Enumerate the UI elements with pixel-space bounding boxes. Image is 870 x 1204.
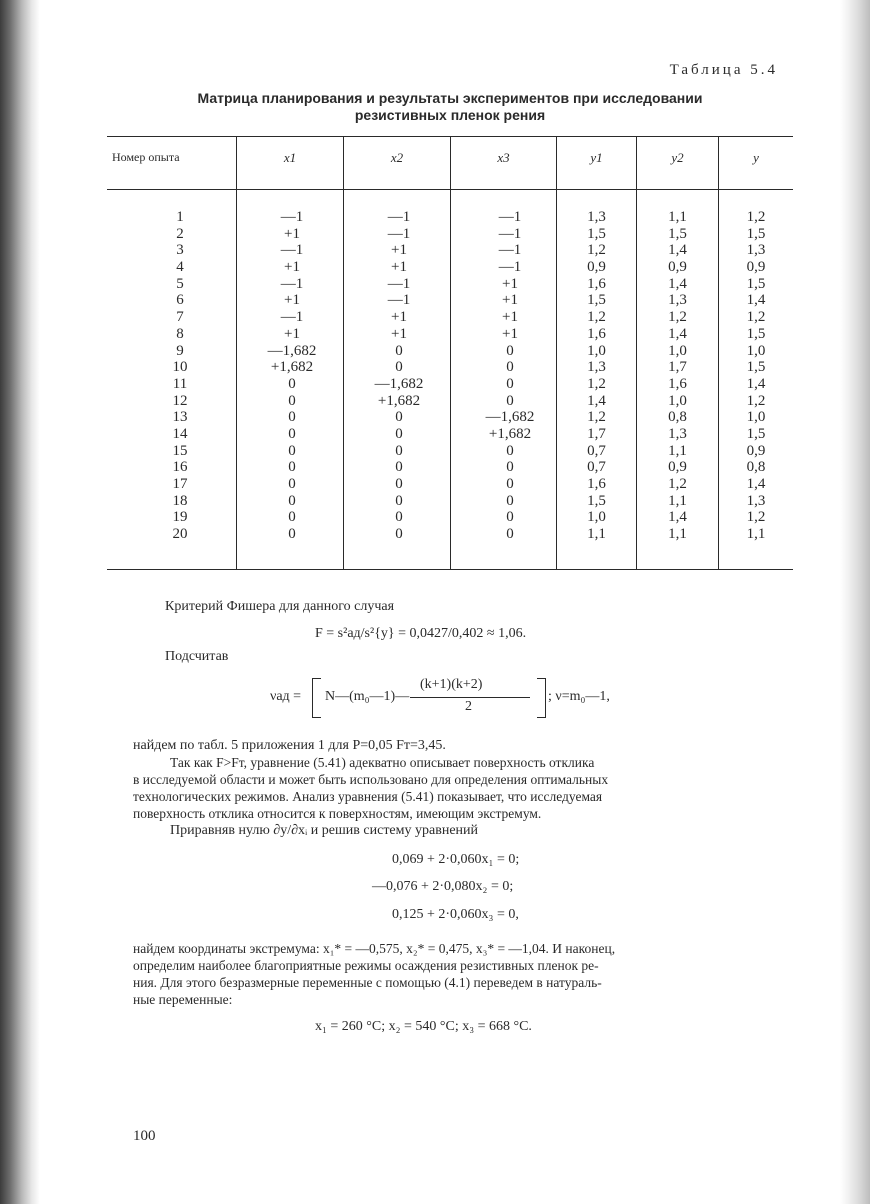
paragraph-equate: Приравняв нулю ∂y/∂xᵢ и решив систему уравнений [170, 823, 479, 838]
table-cell-x1: +1,682 [270, 359, 314, 376]
column-y [719, 209, 793, 543]
table-cell-x3: +1 [502, 325, 518, 342]
table-cell-y1: 0,7 [587, 442, 606, 459]
table-cell-y2: 1,0 [668, 392, 687, 409]
table-cell-x1: 0 [288, 375, 296, 392]
paragraph-line: технологических режимов. Анализ уравнения (5.41) показывает, что исследуемая [133, 789, 603, 804]
table-cell-y2: 1,4 [668, 275, 687, 292]
table-cell-y2: 0,9 [668, 259, 687, 276]
table-cell-y1: 1,3 [587, 209, 606, 225]
table-cell-y2: 1,1 [668, 492, 687, 509]
table-cell-y: 1,4 [746, 476, 766, 492]
table-cell-x3: +1 [502, 292, 518, 309]
table-cell-n: 15 [172, 442, 188, 459]
fisher-formula: F = s²ад/s²{y} = 0,0427/0,402 ≈ 1,06. [315, 626, 527, 641]
equation-1: 0,069 + 2·0,060x₁ = 0; [392, 852, 520, 867]
column-x3 [451, 209, 569, 543]
column-header-y: y [753, 150, 759, 165]
table-cell-y: 1,4 [746, 375, 766, 392]
table-cell-x3: 0 [506, 342, 514, 359]
table-cell-y2: 0,9 [668, 459, 687, 476]
table-cell-x1: 0 [288, 409, 296, 426]
table-cell-x2: 0 [395, 425, 403, 442]
column-y2 [637, 209, 718, 543]
table-cell-x1: 0 [288, 442, 296, 459]
left-bracket [312, 678, 321, 718]
table-cell-y: 1,1 [746, 526, 766, 543]
paragraph-line: ные переменные: [133, 992, 233, 1007]
table-cell-y2: 1,0 [668, 342, 687, 359]
table-title [120, 90, 780, 124]
table-cell-x2: 0 [395, 509, 403, 526]
table-cell-x3: 0 [506, 509, 514, 526]
table-cell-y1: 1,1 [587, 526, 606, 543]
table-cell-x2: +1 [391, 325, 407, 342]
table-cell-y: 1,2 [746, 309, 766, 326]
table-cell-x2: 0 [395, 459, 403, 476]
table-cell-y1: 1,6 [587, 275, 606, 292]
table-cell-n: 16 [172, 459, 188, 476]
column-header-y1: y1 [590, 150, 603, 165]
table-cell-y1: 1,2 [587, 309, 606, 326]
result-line: x₁ = 260 °C; x₂ = 540 °C; x₃ = 668 °C. [315, 1019, 532, 1034]
column-header-x2: x2 [390, 150, 404, 165]
table-cell-y: 1,5 [746, 325, 766, 342]
table-cell-x1: +1 [284, 259, 300, 276]
table-cell-y1: 0,7 [587, 459, 606, 476]
table-cell-n: 5 [176, 275, 184, 292]
table-cell-x1: —1 [280, 209, 304, 225]
table-cell-y: 1,2 [746, 209, 766, 225]
table-cell-x1: —1 [280, 309, 304, 326]
paragraph-line: определим наиболее благоприятные режимы осаждения резистивных пленок ре- [133, 958, 599, 973]
table-title-line-1: Матрица планирования и результаты экспериментов при исследовании [197, 90, 703, 106]
fraction-bar [410, 697, 530, 698]
table-cell-y2: 1,1 [668, 526, 687, 543]
table-cell-x2: +1,682 [377, 392, 421, 409]
table-cell-y1: 1,4 [587, 392, 606, 409]
table-cell-y1: 1,2 [587, 409, 606, 426]
table-cell-n: 2 [176, 225, 184, 242]
table-label: Таблица 5.4 [669, 62, 778, 78]
scan-shadow-right [840, 0, 870, 1204]
table-cell-x3: 0 [506, 392, 514, 409]
table-cell-y2: 1,1 [668, 442, 687, 459]
table-cell-n: 14 [172, 425, 188, 442]
column-header-number: Номер опыта [112, 150, 180, 164]
table-cell-y1: 1,6 [587, 476, 606, 492]
table-cell-x3: 0 [506, 359, 514, 376]
column-header-x3: x3 [497, 150, 510, 165]
paragraph-line: поверхность отклика относится к поверхностям, имеющим экстремум. [133, 806, 542, 821]
table-cell-x2: 0 [395, 359, 403, 376]
table-cell-n: 3 [176, 242, 184, 259]
table-cell-n: 4 [176, 259, 184, 276]
table-cell-x2: —1,682 [374, 375, 424, 392]
scan-shadow-left [0, 0, 40, 1204]
table-cell-y: 0,9 [746, 259, 766, 276]
nu-lhs: νад = [270, 689, 302, 704]
table-cell-y2: 1,7 [668, 359, 687, 376]
table-cell-y2: 1,6 [668, 375, 687, 392]
table-cell-x3: 0 [506, 526, 514, 543]
table-cell-y1: 1,3 [587, 359, 606, 376]
table-cell-y: 1,5 [746, 425, 766, 442]
table-cell-x1: 0 [288, 476, 296, 492]
table-cell-y2: 0,8 [668, 409, 687, 426]
table-cell-n: 7 [176, 309, 184, 326]
table-cell-y1: 1,2 [587, 375, 606, 392]
table-cell-x3: —1 [498, 225, 522, 242]
table-cell-x3: —1 [498, 242, 522, 259]
right-bracket [537, 678, 546, 718]
table-cell-x2: +1 [391, 242, 407, 259]
table-cell-n: 8 [176, 325, 184, 342]
table-lookup-line: найдем по табл. 5 приложения 1 для P=0,05 Fт=3,45. [133, 738, 446, 753]
table-cell-x1: 0 [288, 509, 296, 526]
table-cell-n: 20 [172, 526, 188, 543]
table-cell-y2: 1,1 [668, 209, 687, 225]
table-cell-n: 11 [172, 375, 188, 392]
table-cell-x3: —1 [498, 209, 522, 225]
table-cell-y1: 0,9 [587, 259, 606, 276]
table-cell-x1: —1 [280, 242, 304, 259]
table-cell-y: 1,2 [746, 509, 766, 526]
equation-2: —0,076 + 2·0,080x₂ = 0; [372, 879, 514, 894]
table-cell-x2: 0 [395, 409, 403, 426]
table-cell-x1: +1 [284, 225, 300, 242]
table-cell-n: 19 [172, 509, 188, 526]
table-cell-x3: +1 [502, 275, 518, 292]
table-cell-y2: 1,4 [668, 242, 687, 259]
counting-label: Подсчитав [165, 649, 229, 664]
table-cell-y1: 1,6 [587, 325, 606, 342]
paragraph-adequacy [133, 754, 608, 822]
table-cell-y2: 1,4 [668, 509, 687, 526]
table-cell-x1: 0 [288, 392, 296, 409]
table-cell-x1: —1 [280, 275, 304, 292]
table-cell-n: 18 [172, 492, 188, 509]
table-cell-y1: 1,5 [587, 492, 606, 509]
table-cell-y1: 1,2 [587, 242, 606, 259]
table-cell-x1: +1 [284, 292, 300, 309]
table-cell-y2: 1,4 [668, 325, 687, 342]
table-cell-x1: 0 [288, 492, 296, 509]
paragraph-extremum [133, 940, 615, 1008]
nu-mid: N—(m₀—1)— [325, 689, 410, 704]
table-cell-x3: 0 [506, 375, 514, 392]
table-cell-x3: +1 [502, 309, 518, 326]
table-cell-y: 0,9 [746, 442, 766, 459]
table-cell-y1: 1,5 [587, 225, 606, 242]
table-cell-y: 1,0 [746, 342, 766, 359]
fisher-intro: Критерий Фишера для данного случая [165, 599, 395, 614]
table-cell-y: 1,5 [746, 359, 766, 376]
paragraph-line: Так как F>Fт, уравнение (5.41) адекватно описывает поверхность отклика [170, 755, 595, 770]
nu-rhs: ; ν=m₀—1, [548, 689, 610, 704]
table-cell-y2: 1,5 [668, 225, 687, 242]
nu-numerator: (k+1)(k+2) [420, 677, 483, 692]
table-cell-n: 13 [172, 409, 188, 426]
column-x2 [344, 209, 454, 543]
table-cell-x3: 0 [506, 476, 514, 492]
table-cell-x3: +1,682 [488, 425, 532, 442]
table-cell-x1: 0 [288, 459, 296, 476]
table-cell-y: 1,5 [746, 225, 766, 242]
table-cell-x2: —1 [387, 292, 411, 309]
table-cell-y: 1,0 [746, 409, 766, 426]
table-bottom-rule [107, 569, 793, 570]
paragraph-line: найдем координаты экстремума: x₁* = —0,575, x₂* = 0,475, x₃* = —1,04. И наконец, [133, 941, 616, 956]
table-cell-x2: +1 [391, 259, 407, 276]
table-cell-y: 1,4 [746, 292, 766, 309]
table-cell-x2: —1 [387, 209, 411, 225]
table-cell-n: 12 [172, 392, 188, 409]
column-number [150, 209, 210, 543]
equation-3: 0,125 + 2·0,060x₃ = 0, [392, 907, 519, 922]
table-cell-y: 1,3 [746, 492, 766, 509]
table-cell-x2: +1 [391, 309, 407, 326]
table-cell-y1: 1,0 [587, 342, 606, 359]
paragraph-line: ния. Для этого безразмерные переменные с помощью (4.1) переведем в натураль- [133, 975, 602, 990]
table-cell-x2: 0 [395, 476, 403, 492]
table-cell-y1: 1,7 [587, 425, 606, 442]
table-cell-y: 1,3 [746, 242, 766, 259]
table-cell-y: 1,5 [746, 275, 766, 292]
table-cell-n: 10 [172, 359, 188, 376]
table-cell-y2: 1,3 [668, 292, 687, 309]
table-cell-y2: 1,3 [668, 425, 687, 442]
paragraph-line: в исследуемой области и может быть использовано для определения оптимальных [133, 772, 609, 787]
table-cell-x3: —1 [498, 259, 522, 276]
nu-denominator: 2 [465, 699, 472, 714]
table-cell-x2: —1 [387, 225, 411, 242]
table-cell-x3: 0 [506, 459, 514, 476]
table-cell-n: 9 [176, 342, 184, 359]
column-header-y2: y2 [671, 150, 684, 165]
table-cell-n: 17 [172, 476, 188, 492]
table-title-line-2: резистивных пленок рения [354, 107, 546, 123]
page-number: 100 [133, 1128, 156, 1144]
table-cell-x3: 0 [506, 492, 514, 509]
table-cell-x2: —1 [387, 275, 411, 292]
table-cell-x1: —1,682 [267, 342, 317, 359]
table-cell-x2: 0 [395, 492, 403, 509]
table-cell-n: 1 [176, 209, 184, 225]
table-cell-x1: 0 [288, 425, 296, 442]
table-cell-y: 0,8 [746, 459, 766, 476]
column-x1 [237, 209, 347, 543]
table-cell-n: 6 [176, 292, 184, 309]
table-cell-y1: 1,0 [587, 509, 606, 526]
table-cell-y2: 1,2 [668, 309, 687, 326]
table-cell-x2: 0 [395, 526, 403, 543]
table-cell-x1: +1 [284, 325, 300, 342]
table-cell-x2: 0 [395, 442, 403, 459]
table-cell-x2: 0 [395, 342, 403, 359]
table-cell-y1: 1,5 [587, 292, 606, 309]
table-cell-x3: 0 [506, 442, 514, 459]
table-cell-y: 1,2 [746, 392, 766, 409]
column-header-x1: x1 [283, 150, 297, 165]
table-cell-x1: 0 [288, 526, 296, 543]
table-cell-y2: 1,2 [668, 476, 687, 492]
column-y1 [557, 209, 636, 543]
table-cell-x3: —1,682 [485, 409, 535, 426]
